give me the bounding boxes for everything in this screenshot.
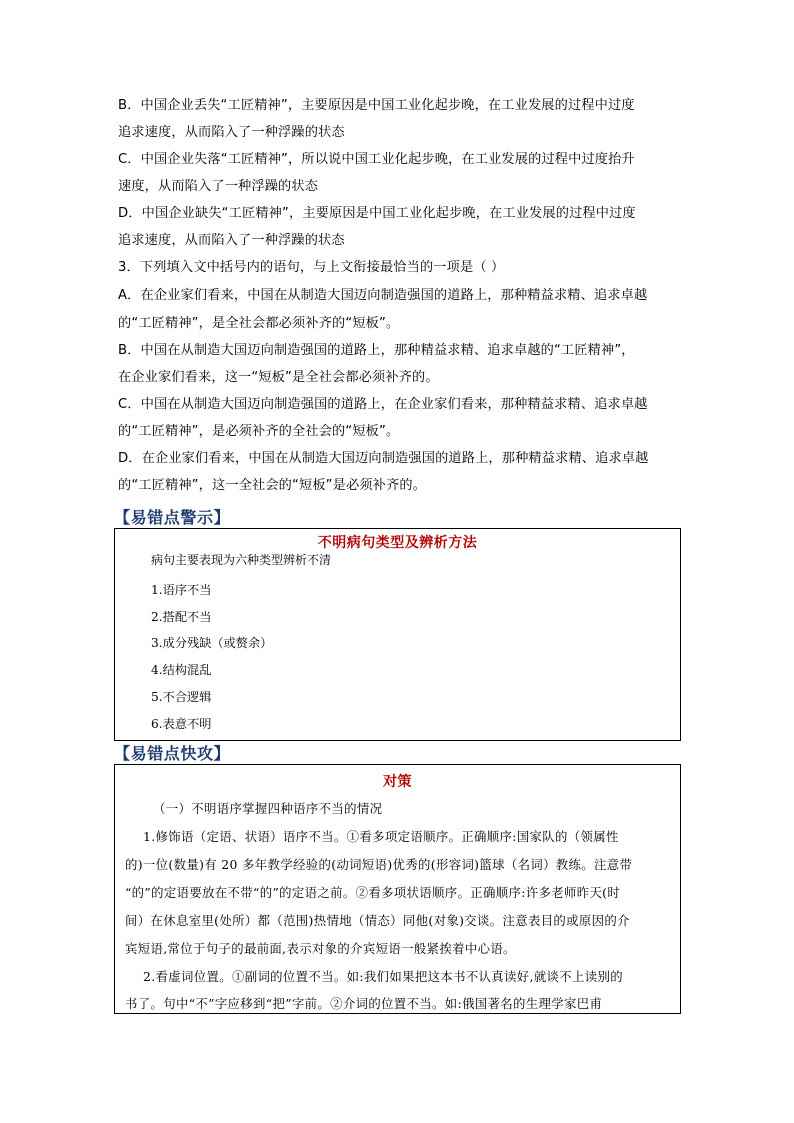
strategy-line: 2.看虚词位置。①副词的位置不当。如:我们如果把这本书不认真读好,就谈不上读别的 <box>143 969 623 984</box>
list-item: 5.不合逻辑 <box>151 690 212 704</box>
question-line: A．在企业家们看来，中国在从制造大国迈向制造强国的道路上，那种精益求精、追求卓越 <box>118 288 648 303</box>
warning-box-title: 不明病句类型及辨析方法 <box>317 535 478 551</box>
strategy-box <box>114 764 681 1014</box>
strategy-line: （一）不明语序掌握四种语序不当的情况 <box>153 801 383 816</box>
list-item: 4.结构混乱 <box>151 663 212 677</box>
section-heading-quick: 【易错点快攻】 <box>114 744 231 763</box>
question-line: 的“工匠精神”，这一全社会的“短板”是必须补齐的。 <box>118 478 427 493</box>
strategy-box-title: 对策 <box>383 774 412 790</box>
section-heading-warning: 【易错点警示】 <box>114 508 231 527</box>
question-line: B．中国企业丢失“工匠精神”，主要原因是中国工业化起步晚，在工业发展的过程中过度 <box>118 98 635 113</box>
strategy-line: 间）在休息室里(处所）都（范围)热情地（情态）同他(对象)交谈。注意表目的或原因的介 <box>125 913 630 928</box>
question-line: C．中国在从制造大国迈向制造强国的道路上，在企业家们看来，那种精益求精、追求卓越 <box>118 397 648 412</box>
list-item: 3.成分残缺（或赘余） <box>151 636 273 650</box>
question-line: C．中国企业失落“工匠精神”，所以说中国工业化起步晚，在工业发展的过程中过度抬升 <box>118 152 635 167</box>
strategy-line: “的”的定语要放在不带“的”的定语之前。②看多项状语顺序。正确顺序:许多老师昨天(时 <box>125 885 621 900</box>
strategy-line: 书了。句中“不”字应移到“把”字前。②介词的位置不当。如:俄国著名的生理学家巴甫 <box>125 996 603 1011</box>
question-line: 速度，从而陷入了一种浮躁的状态 <box>118 179 319 194</box>
question-line: 追求速度，从而陷入了一种浮躁的状态 <box>118 125 345 140</box>
question-line: 的“工匠精神”，是全社会都必须补齐的“短板”。 <box>118 316 400 331</box>
question-line: B．中国在从制造大国迈向制造强国的道路上，那种精益求精、追求卓越的“工匠精神”， <box>118 343 635 358</box>
strategy-line: 1.修饰语（定语、状语）语序不当。①看多项定语顺序。正确顺序:国家队的（领属性 <box>143 829 619 844</box>
question-line: 3．下列填入文中括号内的语句，与上文衔接最恰当的一项是（ ） <box>118 260 505 275</box>
question-line: D．在企业家们看来，中国在从制造大国迈向制造强国的道路上，那种精益求精、追求卓越 <box>118 451 649 466</box>
strategy-line: 的)一位(数量)有 20 多年教学经验的(动词短语)优秀的(形容词)篮球（名词）教练。注意带 <box>125 857 633 872</box>
question-line: 的“工匠精神”，是必须补齐的全社会的“短板”。 <box>118 424 400 439</box>
question-line: D．中国企业缺失“工匠精神”，主要原因是中国工业化起步晚，在工业发展的过程中过度 <box>118 206 636 221</box>
warning-box <box>114 528 681 741</box>
question-line: 在企业家们看来，这一“短板”是全社会都必须补齐的。 <box>118 370 439 385</box>
list-item: 2.搭配不当 <box>151 610 212 624</box>
list-item: 1.语序不当 <box>151 583 212 597</box>
warning-box-subtitle: 病句主要表现为六种类型辨析不清 <box>151 553 332 567</box>
question-line: 追求速度，从而陷入了一种浮躁的状态 <box>118 233 345 248</box>
list-item: 6.表意不明 <box>151 717 212 731</box>
strategy-line: 宾短语,常位于句子的最前面,表示对象的介宾短语一般紧挨着中心语。 <box>125 941 516 956</box>
